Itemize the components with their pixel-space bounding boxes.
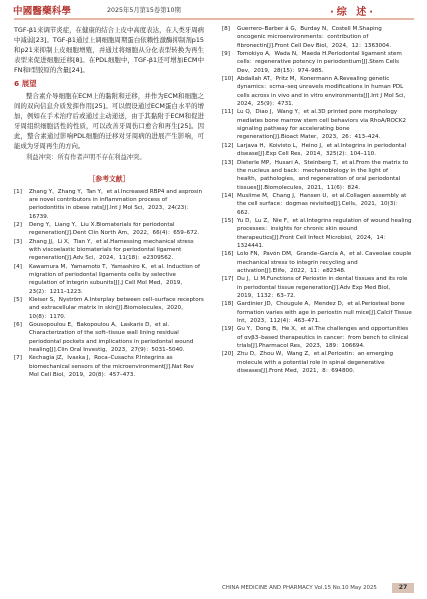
- reference-number: [10]: [222, 76, 234, 83]
- reference-item: [222, 325, 412, 350]
- reference-text: Lu Q，Diao J，Wang Y，et al.3D printed pore morphology mediates bone marrow stem cell behaviors via RhoA/ROCK2 signaling pathway for accelerating bone regeneration[J].Bioact Mater，2023，26：413–424.: [237, 109, 407, 141]
- page-footer: [0, 582, 427, 596]
- reference-number: [17]: [222, 276, 234, 283]
- reference-item: [222, 275, 412, 300]
- reference-item: [222, 350, 412, 375]
- reference-item: [222, 159, 412, 192]
- reference-item: [14, 296, 204, 321]
- header-divider: [14, 18, 414, 20]
- reference-number: [4]: [14, 263, 22, 270]
- reference-number: [1]: [14, 188, 22, 195]
- reference-item: [222, 142, 412, 159]
- section-heading-outlook: 6 展望: [14, 79, 37, 89]
- reference-number: [19]: [222, 326, 234, 333]
- reference-item: [222, 25, 412, 50]
- reference-item: [222, 75, 412, 108]
- page-number: 27: [392, 583, 414, 593]
- reference-item: [222, 300, 412, 325]
- reference-item: [14, 221, 204, 238]
- reference-number: [12]: [222, 142, 234, 149]
- reference-list: [222, 25, 412, 375]
- reference-number: [2]: [14, 221, 22, 228]
- reference-number: [5]: [14, 296, 22, 303]
- reference-text: Larjava H，Koivisto L，Heino J，et al.Integrins in periodontal disease[J].Exp Cell Res，2014，325(2)：104–110.: [237, 142, 407, 158]
- reference-text: Musiime M，Chang J，Hansen U，et al.Collagen assembly at the cell surface：dogmas revisited[J].Cells，2021，10(3)：662.: [237, 192, 407, 216]
- reference-number: [8]: [222, 26, 230, 32]
- reference-number: [18]: [222, 301, 234, 308]
- reference-number: [16]: [222, 251, 234, 258]
- reference-number: [14]: [222, 192, 234, 199]
- reference-text: Lolo FN，Pavón DM，Grande–García A，et al. Caveolae couple mechanical stress to integrin recycling and activation[J].Elife，2022，11：e82348.: [237, 251, 412, 274]
- reference-list: [14, 188, 204, 380]
- reference-number: [7]: [14, 355, 22, 362]
- reference-text: Deng Y，Liang Y，Liu X.Biomaterials for periodontal regeneration[J].Dent Clin North Am，2022，66(4)：659–672.: [29, 221, 200, 237]
- reference-item: [222, 250, 412, 275]
- reference-text: Dieterle MP，Husari A，Steinberg T，et al.From the matrix to the nucleus and back：mechanobiology in the light of health，pathologies，and regeneration of oral periodontal tissues[J].Biomolecules，2021，11(6)：824.: [237, 159, 409, 191]
- reference-text: Du J，Li M.Functions of Periostin in dental tissues and its role in periodontal tissue regeneration[J].Adv Exp Med Biol，2019，1132：63–72.: [237, 276, 408, 299]
- reference-text: Kechagia JZ，Ivaska J，Roca–Cusachs P.Integrins as biomechanical sensors of the microenvironment[J].Nat Rev Mol Cell Biol，2019，20(8)：457–473.: [29, 355, 194, 379]
- body-paragraph: TGF-β1来调节炎症，在健康的结合上皮中高度表达，在人类牙周病中减弱[23]。TGF-β1通过上调细胞周期蛋白依赖性激酶抑制剂p15和p21来抑制上皮细胞增殖，并通过将细胞从分化表型转换为再生表型来促进细胞迁移[8]。在PDL细胞中，TGF-β1还可增加ECM中FN和I型胶原的含量[24]。: [14, 26, 204, 75]
- references-title: ［参考文献］: [88, 174, 130, 183]
- reference-text: Kleiser S，Nyström A.Interplay between cell–surface receptors and extracellular matrix in skin[J].Biomolecules，2020，10(8)：1170.: [29, 296, 204, 320]
- right-column: [222, 25, 412, 375]
- reference-item: [14, 263, 204, 296]
- reference-text: Kawamura M，Yamamoto T，Yamashiro K，et al. Induction of migration of periodontal ligaments cells by selective regulation of integrin subunits[J].J Cell Mol Med，2019，23(2)：1211–1223.: [29, 263, 200, 295]
- reference-text: Zhang Y，Zhang Y，Tan Y，et al.Increased RBP4 and asprosin are novel contributors in inflammation process of periodontitis in obese rats[J].Int J Mol Sci，2023，24(23)：16739.: [29, 188, 203, 220]
- reference-item: [14, 321, 204, 354]
- reference-number: [6]: [14, 322, 22, 329]
- reference-text: Zhu D，Zhou W，Wang Z，et al.Periostin：an emerging molecule with a potential role in spinal degenerative diseases[J].Front Med，2021，8：694800.: [237, 351, 394, 375]
- reference-text: Gardinier JD，Chougule A，Mendez D，et al.Periosteal bone formation varies with age in periostin null mice[J].Calcif Tissue Int，2023，112(4)：463–471.: [237, 301, 412, 325]
- section-label: ·综 述·: [330, 7, 377, 18]
- reference-item: [222, 192, 412, 217]
- issue-info: 2025年5月第15卷第10期: [107, 7, 181, 14]
- page-header: [0, 0, 427, 20]
- reference-number: [11]: [222, 109, 234, 116]
- reference-text: Gousopoulou E，Bakopoulou A，Laskaris D，et al. Characterization of the soft–tissue wall lining residual periodontal pockets and implications in periodontal wound healing[J].Clin Oral Investig，2023，27(9)：5031–5040.: [29, 322, 194, 354]
- reference-number: [3]: [14, 238, 22, 245]
- reference-text: Tomokiyo A，Wada N，Maeda H.Periodontal ligament stem cells：regenerative potency in periodontium[J].Stem Cells Dev，2019，28(15)：974–985.: [237, 51, 402, 74]
- journal-footer-text: CHINA MEDICINE AND PHARMACY Vol.15 No.10 May 2025: [222, 585, 377, 591]
- reference-text: Abdallah AT，Pritz M，Konermann A.Revealing genetic dynamics：scrna–seq unravels modifications in human PDL cells across in vivo and in vitro environments[J].Int J Mol Sci，2024，25(9)：4731.: [237, 76, 410, 108]
- conflict-statement: 利益冲突：所有作者声明不存在利益冲突。: [26, 153, 146, 161]
- reference-text: Gu Y，Dong B，He X，et al.The challenges and opportunities of αvβ3–based therapeutics in cancer：from bench to clinical trials[J].Pharmacol Res，2023，189：106694.: [237, 326, 409, 350]
- reference-number: [13]: [222, 159, 234, 166]
- reference-text: Zhang JJ，Li X，Tian Y，et al.Harnessing mechanical stress with viscoelastic biomaterials for periodontal ligament regeneration[J].Adv Sci，2024，11(18)：e2309562.: [29, 238, 194, 262]
- reference-text: Yu D，Lu Z，Nie F，et al.Integrins regulation of wound healing processes：insights for chronic skin wound therapeutics[J].Front Cell Infect Microbiol，2024，14：1324441.: [237, 217, 412, 249]
- reference-item: [222, 108, 412, 141]
- left-column: [14, 25, 204, 379]
- reference-item: [14, 238, 204, 263]
- reference-item: [222, 217, 412, 250]
- reference-item: [14, 188, 204, 221]
- reference-text: Guerrero–Barber á G，Burday N，Costell M.Shaping oncogenic microenvironments：contribution of fibronectin[J].Front Cell Dev Biol，2024，12：1363004.: [237, 26, 392, 49]
- body-paragraph: 整合素介导细胞在ECM上的黏附和迁移，并作为ECM和细胞之间的双向信息介质发挥作用[25]。可以假设通过ECM蛋白水平的增加，例如在手术治疗后或通过主动递送，由于其黏附于ECM和促进牙周组织细胞活性的性质，可以改善牙周伤口愈合和再生[25]。因此，整合素通过影响PDL细胞的迁移对牙周病的进展产生影响，可能成为牙周再生的方向。: [14, 92, 204, 151]
- reference-number: [15]: [222, 217, 234, 224]
- reference-item: [14, 354, 204, 379]
- reference-item: [222, 50, 412, 75]
- reference-number: [9]: [222, 51, 230, 58]
- journal-brand-logo: 中國醫藥科學: [13, 6, 72, 17]
- reference-number: [20]: [222, 351, 234, 358]
